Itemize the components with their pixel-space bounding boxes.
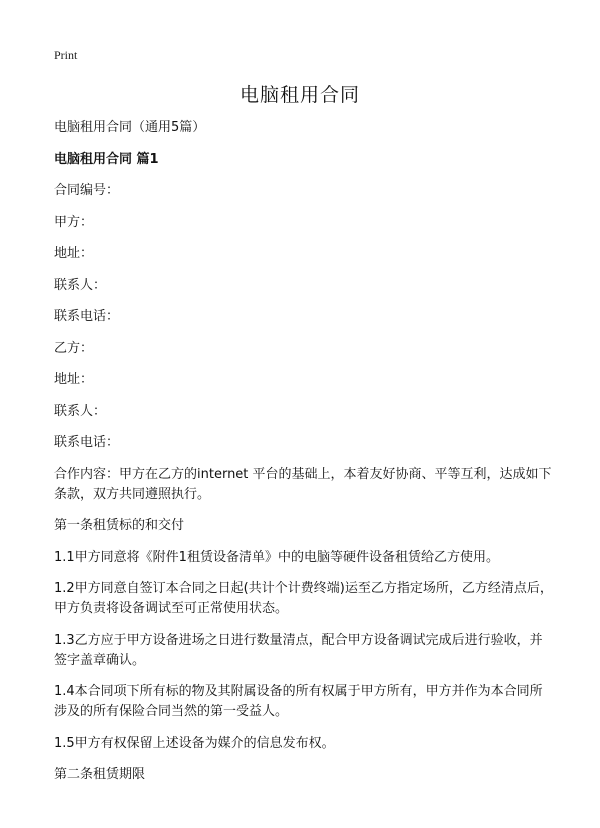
party-a-address-field: 地址： bbox=[54, 246, 94, 261]
clause-1-2: 1.2甲方同意自签订本合同之日起(共计个计费终端)运至乙方指定场所，乙方经清点后，甲方负责将设备调试至可正常使用状态。 bbox=[54, 581, 553, 616]
document-title: 电脑租用合同 bbox=[239, 84, 360, 106]
article-2-heading: 第二条租赁期限 bbox=[54, 767, 146, 782]
print-label: Print bbox=[54, 48, 78, 62]
clause-1-4: 1.4本合同项下所有标的物及其附属设备的所有权属于甲方所有，甲方并作为本合同所涉及的所有保险合同当然的第一受益人。 bbox=[54, 684, 543, 719]
clause-1-3: 1.3乙方应于甲方设备进场之日进行数量清点，配合甲方设备调试完成后进行验收，并签字盖章确认。 bbox=[54, 632, 543, 668]
clause-1-5: 1.5甲方有权保留上述设备为媒介的信息发布权。 bbox=[54, 735, 335, 751]
clause-1-1: 1.1甲方同意将《附件1租赁设备清单》中的电脑等硬件设备租赁给乙方使用。 bbox=[54, 549, 499, 565]
cooperation-content-paragraph: 合作内容：甲方在乙方的internet 平台的基础上，本着友好协商、平等互利，达成如下条款，双方共同遵照执行。 bbox=[54, 466, 552, 502]
article-1-heading: 第一条租赁标的和交付 bbox=[54, 518, 185, 533]
document-body bbox=[54, 118, 554, 797]
party-b-contact-field: 联系人： bbox=[54, 403, 107, 419]
party-a-contact-field: 联系人： bbox=[54, 277, 107, 293]
party-a-field: 甲方： bbox=[54, 214, 94, 230]
party-b-field: 乙方： bbox=[54, 340, 94, 356]
document-subtitle: 电脑租用合同（通用5篇） bbox=[54, 120, 206, 135]
party-a-phone-field: 联系电话： bbox=[54, 309, 120, 324]
party-b-address-field: 地址： bbox=[54, 372, 94, 387]
section-heading: 电脑租用合同 篇1 bbox=[54, 151, 159, 167]
contract-number-field: 合同编号： bbox=[54, 183, 120, 198]
party-b-phone-field: 联系电话： bbox=[54, 435, 120, 450]
